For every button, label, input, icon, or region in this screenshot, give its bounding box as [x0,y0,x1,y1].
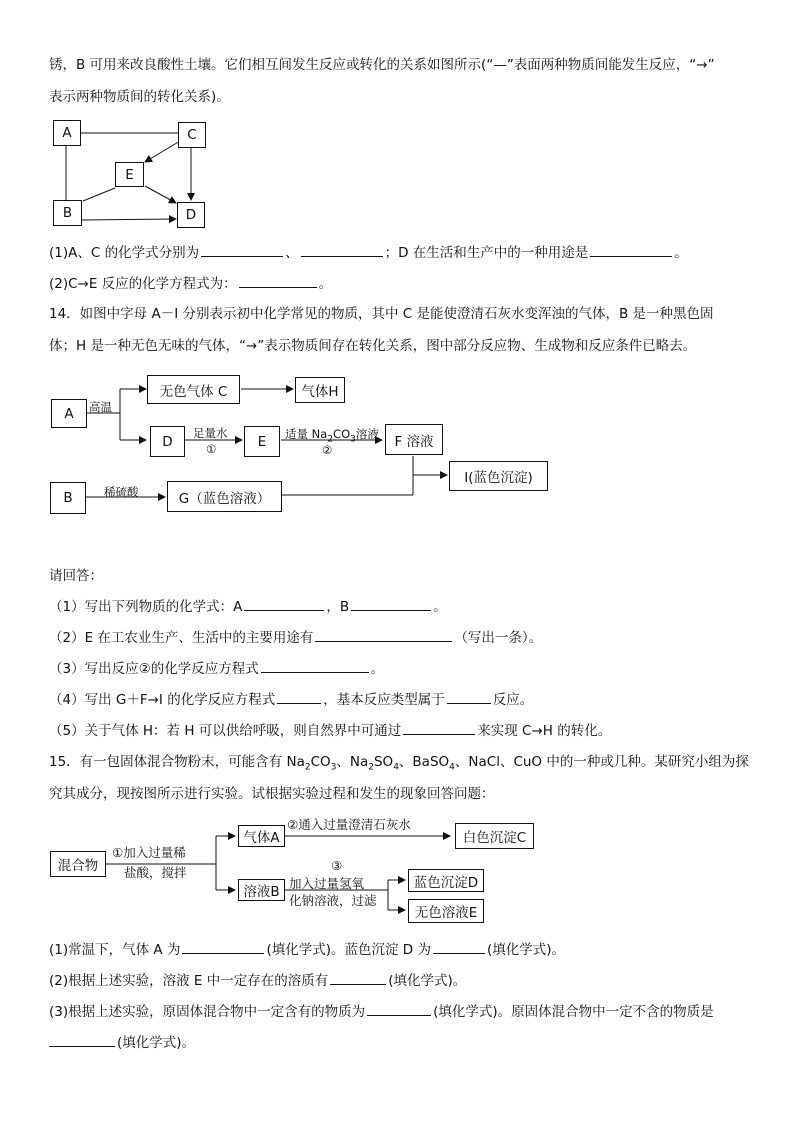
q14-question-3 [49,658,384,679]
q14-box-e: E [244,426,280,457]
q14-label-water: 足量水 [193,426,228,440]
q13-answer-d-use-blank[interactable] [590,242,672,257]
q15-stem-line2: 究其成分，现按图所示进行实验。试根据实验过程和发生的现象回答问题： [49,786,495,802]
q15-stem-text-e: 、BaSO [398,754,450,770]
q14-box-b: B [50,482,86,514]
q15-sub4-a: 4 [393,762,399,773]
q15-box-mixture: 混合物 [50,851,106,877]
q13-q1-text-b: 、 [285,245,299,261]
q15-sub2-a: 2 [304,762,311,773]
q13-node-c: C [178,122,206,148]
q15-sub3: 3 [330,762,337,773]
q15-box-solution-b: 溶液B [238,879,285,901]
q14-answer-b-blank[interactable] [351,596,431,611]
q15-q1-text-c: (填化学式)。 [486,942,566,958]
q14-q4-text-c: 反应。 [492,692,534,708]
q14-box-a: A [51,399,87,428]
q14-answer-e-use-blank[interactable] [315,627,452,642]
q13-stem-line2: 表示两种物质间的转化关系)。 [49,89,230,105]
q14-question-1 [49,596,447,617]
q14-q3-text-a: （3）写出反应②的化学反应方程式 [49,661,259,677]
q13-node-d: D [177,202,205,228]
q15-box-colorless-solution-e: 无色溶液E [408,899,484,923]
q15-q1-text-b: (填化学式)。蓝色沉淀 D 为 [266,942,431,958]
q14-label-na2co3-suffix: 溶液 [355,427,379,441]
q14-q1-text-b: ，B [326,599,350,615]
q15-stem-text-d: SO [373,754,394,770]
q15-box-white-precipitate-c: 白色沉淀C [455,823,534,849]
q14-stem-line1: 14．如图中字母 A－I 分别表示初中化学常见的物质，其中 C 是能使澄清石灰水变浑浊的气体，B 是一种黑色固 [49,306,714,322]
q14-label-co: CO [333,427,351,441]
q14-label-high-temp: 高温 [89,400,112,414]
q13-node-a: A [53,120,81,146]
q15-must-not-contain-blank[interactable] [49,1032,115,1047]
q13-q1-text-d: 。 [674,245,688,261]
q13-equation-blank[interactable] [239,273,317,288]
q14-box-g: G（蓝色溶液） [167,481,282,512]
q14-box-i: I(蓝色沉淀) [449,461,548,491]
q15-q3-text-c: (填化学式)。 [117,1035,196,1051]
q14-question-5 [49,720,611,741]
q15-stem-text-f: 、NaCl、CuO 中的一种或几种。某研究小组为探 [454,754,749,770]
q13-question-2 [49,273,332,294]
q15-question-1 [49,939,565,960]
q15-q3-text-b: (填化学式)。原固体混合物中一定不含的物质是 [433,1004,714,1020]
q14-stem-line2: 体；H 是一种无色无味的气体，“→”表示物质间存在转化关系，图中部分反应物、生成物和反应条件已略去。 [49,338,697,354]
q14-reaction-type-blank[interactable] [447,689,491,704]
q15-must-contain-blank[interactable] [367,1001,431,1016]
q14-label-step1: ① [206,442,217,456]
q13-question-1 [49,242,688,263]
q15-question-3 [49,1001,714,1022]
q14-q2-text-b: （写出一条）。 [454,630,543,646]
q13-q2-text-a: (2)C→E 反应的化学方程式为： [49,276,237,292]
q14-box-d: D [150,426,185,457]
q14-q4-text-a: （4）写出 G＋F→I 的化学反应方程式 [49,692,276,708]
q14-q1-text-a: （1）写出下列物质的化学式：A [49,599,243,615]
q14-label-sub3: 3 [350,434,356,445]
q13-answer-c-blank[interactable] [301,242,383,257]
q14-q5-text-b: 来实现 C→H 的转化。 [477,723,612,739]
q14-box-h: 气体H [295,377,345,403]
q14-label-dilute-h2so4: 稀硫酸 [104,485,139,499]
q13-q1-text-a: (1)A、C 的化学式分别为 [49,245,200,261]
q15-stem-line1 [49,752,749,778]
q15-stem-text-c: 、Na [336,754,369,770]
q14-question-2 [49,627,542,648]
q15-question-3-cont [49,1032,195,1053]
q14-answer-a-blank[interactable] [244,596,324,611]
q13-stem-line1: 锈，B 可用来改良酸性土壤。它们相互间发生反应或转化的关系如图所示(“—”表面两种物质间能发生反应，“→” [49,57,715,73]
q13-q1-text-c: ；D 在生活和生产中的一种用途是 [384,245,589,261]
q14-q4-text-b: ，基本反应类型属于 [323,692,445,708]
q15-q1-text-a: (1)常温下，气体 A 为 [49,942,181,958]
q15-label-step3: ③ [331,858,343,873]
q15-stem-text-b: CO [310,754,331,770]
q15-box-gas-a: 气体A [238,825,285,847]
q13-answer-a-blank[interactable] [201,242,283,257]
q14-q1-text-c: 。 [433,599,447,615]
q14-q5-text-a: （5）关于气体 H：若 H 可以供给呼吸，则自然界中可通过 [49,723,402,739]
q14-equation2-blank[interactable] [261,658,369,673]
q13-q2-text-b: 。 [318,276,333,292]
q14-label-na2co3-prefix: 适量 Na [285,427,328,441]
q15-label-step2: ②通入过量澄清石灰水 [287,817,411,832]
q13-node-b: B [53,200,82,226]
q14-label-step2: ② [322,443,333,457]
q15-q3-text-a: (3)根据上述实验，原固体混合物中一定含有的物质为 [49,1004,366,1020]
q15-sub4-b: 4 [449,762,455,773]
q14-prompt: 请回答： [49,568,103,584]
q14-label-sub2: 2 [327,434,334,445]
q15-q2-text-b: (填化学式)。 [388,973,467,989]
q15-question-2 [49,970,466,991]
q15-box-blue-precipitate-d: 蓝色沉淀D [408,869,484,892]
q14-question-4 [49,689,533,710]
q15-sub2-b: 2 [368,762,374,773]
q15-precipitate-d-blank[interactable] [433,939,485,954]
q15-label-step1-line1: ①加入过量稀 [112,845,186,860]
q14-q3-text-b: 。 [370,661,385,677]
q14-q2-text-a: （2）E 在工农业生产、生活中的主要用途有 [49,630,314,646]
q15-label-step1-line2: 盐酸，搅拌 [124,865,187,880]
q15-label-step3-line1: 加入过量氢氧 [289,876,365,891]
q15-gas-a-blank[interactable] [182,939,264,954]
q15-label-step3-line2: 化钠溶液，过滤 [289,893,377,908]
q14-equation-gf-blank[interactable] [277,689,321,704]
q14-ch-conversion-blank[interactable] [403,720,475,735]
q15-solute-e-blank[interactable] [330,970,386,985]
q13-node-e: E [115,162,144,187]
q15-stem-text-a: 15．有一包固体混合物粉末，可能含有 Na [49,754,305,770]
q15-q2-text-a: (2)根据上述实验，溶液 E 中一定存在的溶质有 [49,973,329,989]
q14-box-f: F 溶液 [385,424,443,455]
q14-box-c: 无色气体 C [147,375,240,404]
